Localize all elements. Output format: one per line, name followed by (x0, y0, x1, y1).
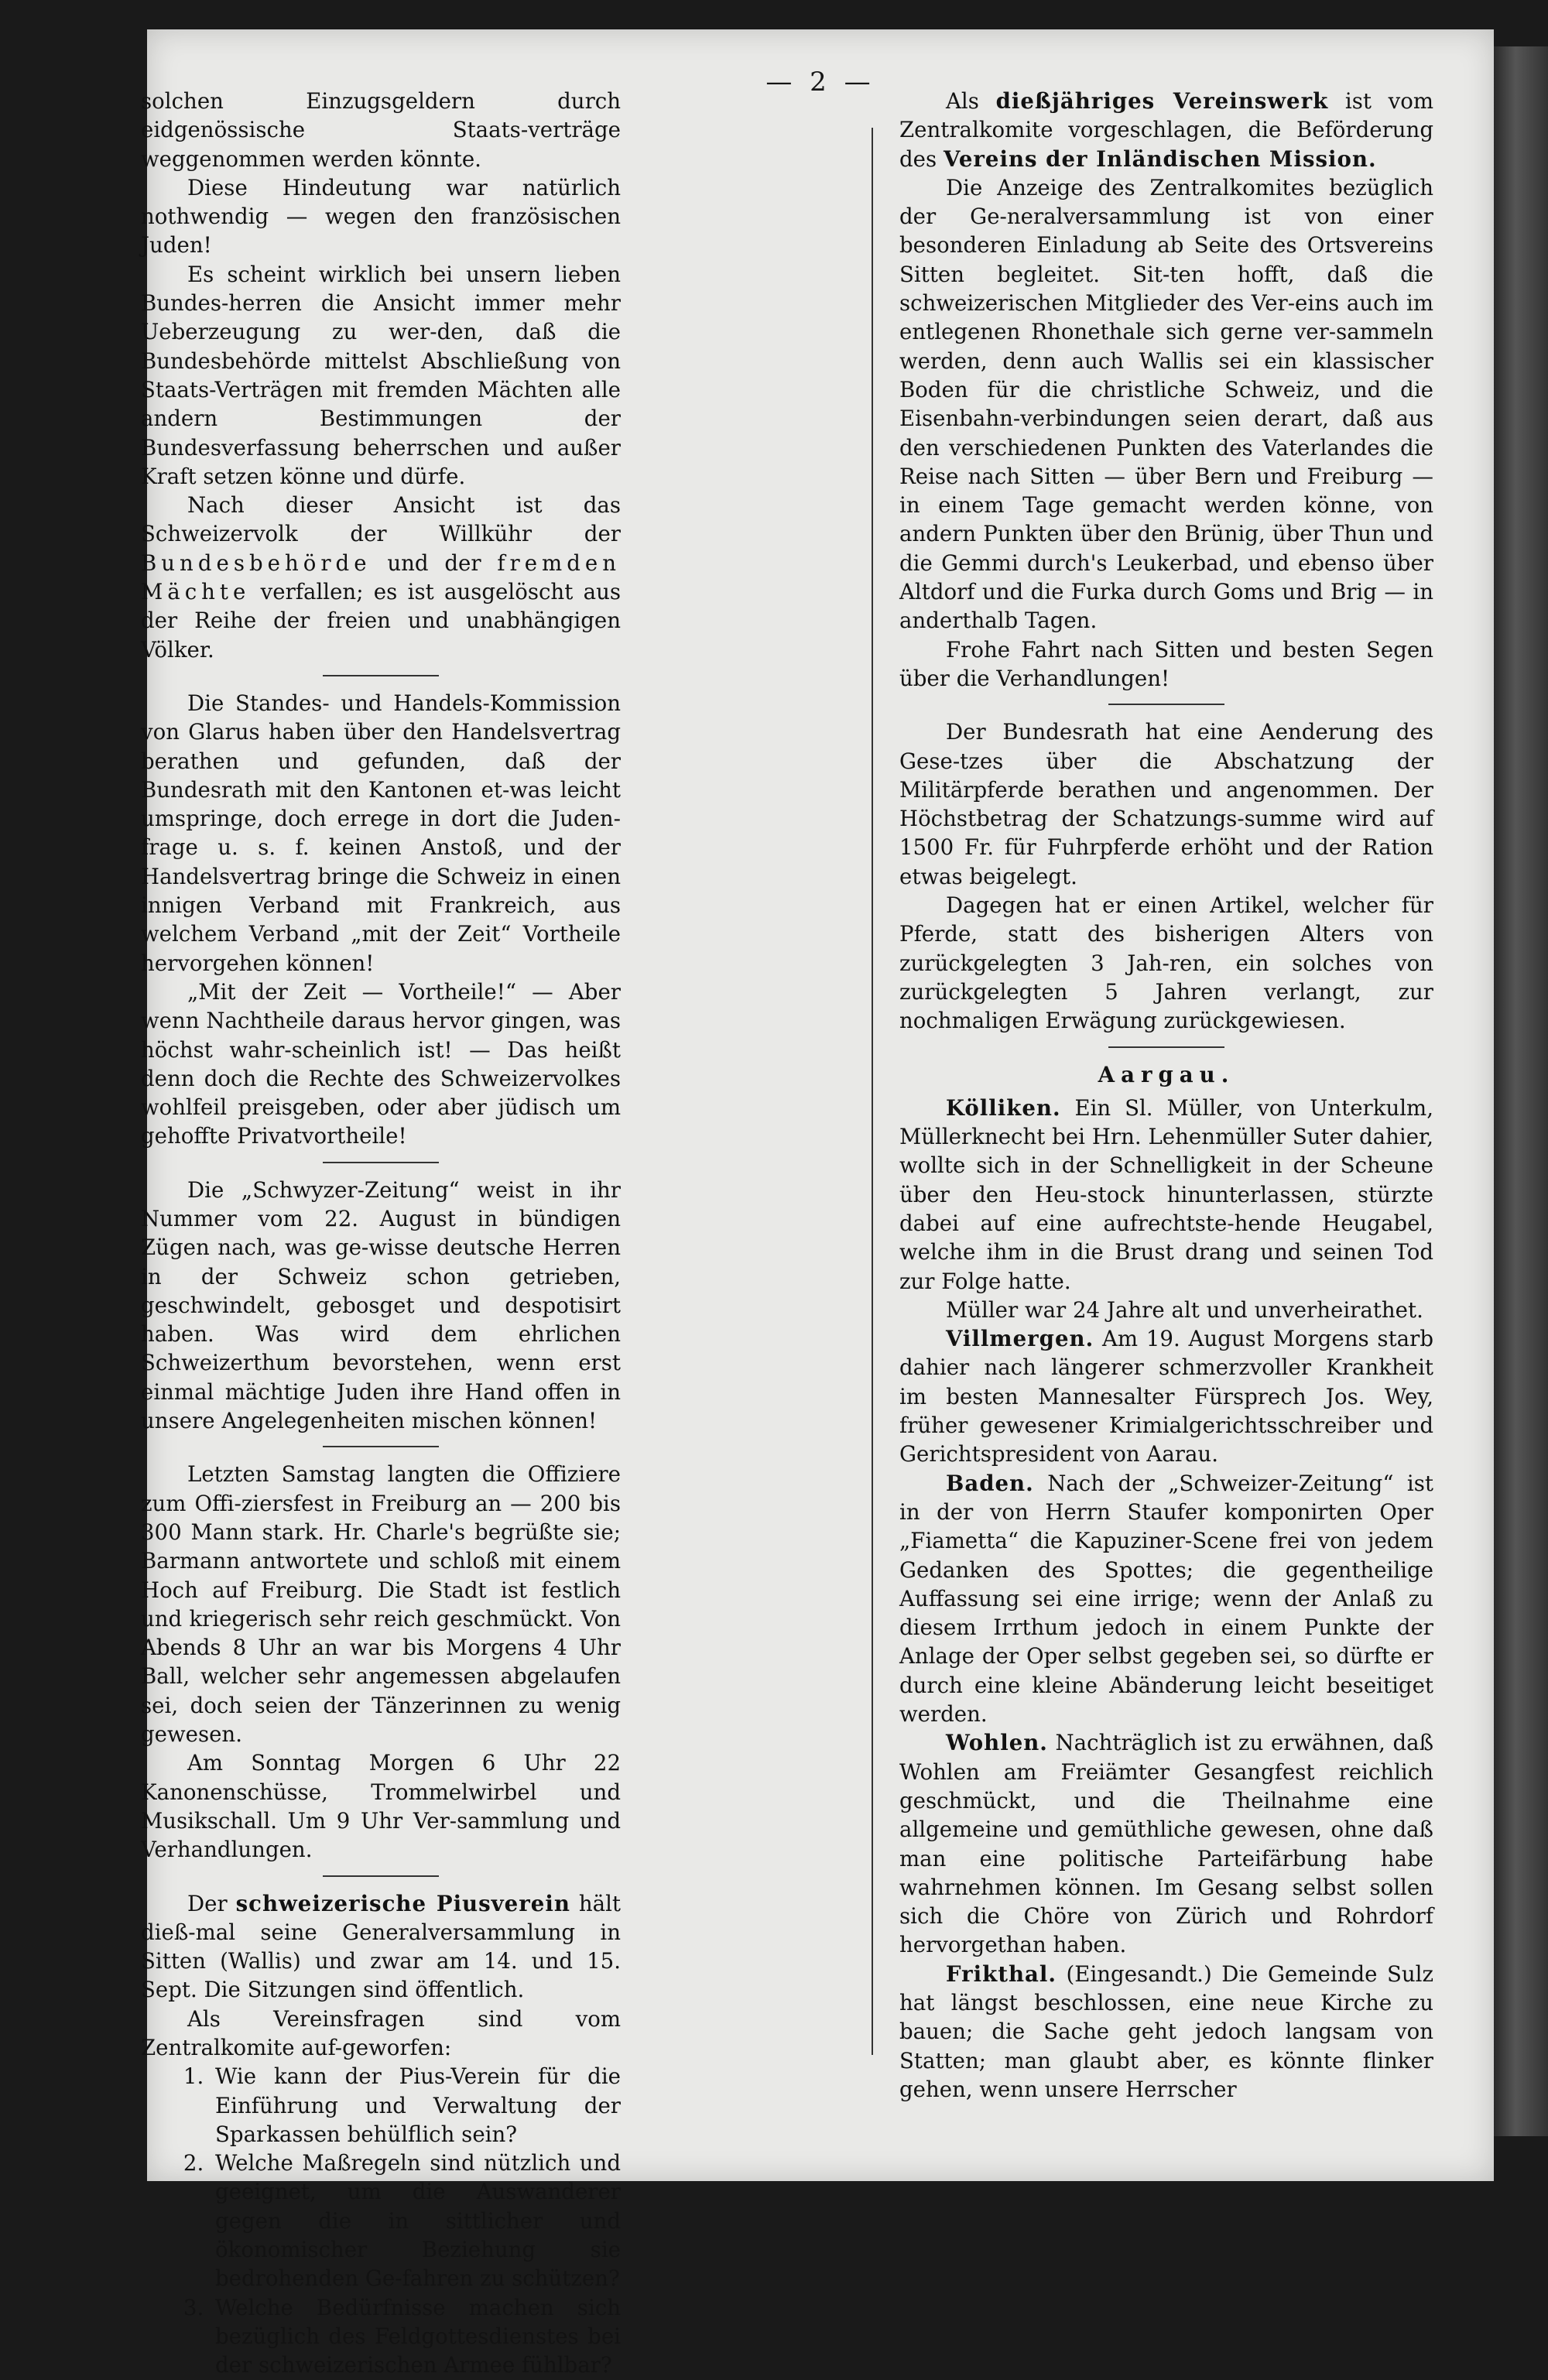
article-text: Dagegen hat er einen Artikel, welcher für Pferde, statt des bisherigen Alters von zurückgelegten 3 Jah-ren, ein solches von zurückgelegten 5 Jahren verlangt, zur nochmaligen Erwägung zurückgewiesen. (899, 892, 1433, 1034)
article-text (141, 1889, 621, 2005)
question-list (141, 2062, 621, 2379)
article-text (899, 1469, 1433, 1729)
text-run-spaced: fremden Mächte (141, 550, 621, 605)
text-run: hält dieß-mal seine Generalversammlung in Sitten (Wallis) und zwar am 14. und 15. Sept. Die Sitzungen sind öffentlich. (141, 1890, 621, 2003)
separator-rule (323, 1446, 439, 1447)
text-run-spaced: Bundesbehörde (141, 550, 372, 576)
separator-rule (1108, 704, 1224, 705)
binding-edge (1494, 46, 1548, 2136)
separator-rule (323, 1162, 439, 1163)
text-run: Am 19. August Morgens starb dahier nach längerer schmerzvoller Krankheit im besten Mannesalter Fürsprech Jos. Wey, früher gewesener Krimialgerichtsschreiber und Gerichtspresident von Aarau. (899, 1326, 1433, 1467)
article-text (141, 491, 621, 664)
text-run-bold: schweizerische Piusverein (235, 1890, 570, 1916)
article-text: „Mit der Zeit — Vortheile!“ — Aber wenn Nachtheile daraus hervor gingen, was höchst wahr-scheinlich ist! — Das heißt denn doch die Rechte des Schweizervolkes wohlfeil preisgeben, oder aber jüdisch um gehoffte Privatvortheile! (141, 978, 621, 1149)
article-text (899, 1094, 1433, 1296)
article-text (899, 1960, 1433, 2104)
article-text: Der Bundesrath hat eine Aenderung des Gese-tzes über die Abschatzung der Militärpferde berathen und angenommen. Der Höchstbetrag der Schatzungs-summe wird auf 1500 Fr. für Fuhrpferde erhöht und der Ration etwas beigelegt. (899, 719, 1433, 889)
article-text: Frohe Fahrt nach Sitten und besten Segen über die Verhandlungen! (899, 636, 1433, 691)
dateline: Villmergen. (946, 1326, 1094, 1352)
article-text: Am Sonntag Morgen 6 Uhr 22 Kanonenschüsse, Trommelwirbel und Musikschall. Um 9 Uhr Ver-sammlung und Verhandlungen. (141, 1750, 621, 1863)
article-text: solchen Einzugsgeldern durch eidgenössische Staats-verträge weggenommen werden könnte. (141, 88, 621, 172)
text-run: Der (187, 1890, 236, 1916)
dateline: Frikthal. (946, 1961, 1057, 1987)
list-item: 3. Welche Bedürfnisse machen sich bezüglich des Feldgottesdienstes bei der schweizerischen Armee fühlbar? (211, 2293, 621, 2380)
text-run-bold: dießjähriges Vereinswerk (995, 88, 1329, 114)
left-column (141, 87, 621, 2380)
separator-rule (1108, 1046, 1224, 1048)
text-run: und der (371, 550, 498, 576)
dateline: Baden. (946, 1470, 1034, 1496)
article-text: Diese Hindeutung war natürlich nothwendig — wegen den französischen Juden! (141, 174, 621, 259)
article-text: Die Standes- und Handels-Kommission von Glarus haben über den Handelsvertrag berathen und gefunden, daß der Bundesrath mit den Kantonen et-was leicht umspringe, doch errege in dort die Juden-frage u. s. f. keinen Anstoß, und der Handelsvertrag bringe die Schweiz in einen innigen Verband mit Frankreich, aus welchem Verband „mit der Zeit“ Vortheile hervorgehen können! (141, 690, 621, 976)
article-text (899, 1728, 1433, 1959)
text-run: verfallen; es ist ausgelöscht aus der Reihe der freien und unabhängigen Völker. (141, 579, 621, 663)
article-text: Die „Schwyzer-Zeitung“ weist in ihr Nummer vom 22. August in bündigen Zügen nach, was ge-wisse deutsche Herren in der Schweiz schon getrieben, geschwindelt, gebosget und despotisirt haben. Was wird dem ehrlichen Schweizerthum bevorstehen, wenn erst einmal mächtige Juden ihre Hand offen in unsere Angelegenheiten mischen können! (141, 1176, 621, 1434)
article-text: Müller war 24 Jahre alt und unverheirathet. (946, 1296, 1423, 1323)
article-text: Letzten Samstag langten die Offiziere zum Offi-ziersfest in Freiburg an — 200 bis 300 Mann stark. Hr. Charle's begrüßte sie; Barmann antwortete und schloß mit einem Hoch auf Freiburg. Die Stadt ist festlich und kriegerisch sehr reich geschmückt. Von Abends 8 Uhr an war bis Morgens 4 Uhr Ball, welcher sehr angemessen abgelaufen sei, doch seien der Tänzerinnen zu wenig gewesen. (141, 1461, 621, 1748)
article-text: Es scheint wirklich bei unsern lieben Bundes-herren die Ansicht immer mehr Ueberzeugung zu wer-den, daß die Bundesbehörde mittelst Abschließung von Staats-Verträgen mit fremden Mächten alle andern Bestimmungen der Bundesverfassung beherrschen und außer Kraft setzen könne und dürfe. (141, 261, 621, 489)
column-divider (872, 128, 873, 2055)
text-run: Nach dieser Ansicht ist das Schweizervolk der Willkühr der (141, 492, 621, 547)
separator-rule (323, 675, 439, 676)
article-text (899, 87, 1433, 173)
article-text (899, 1324, 1433, 1468)
text-run: (Eingesandt.) Die Gemeinde Sulz hat längst beschlossen, eine neue Kirche zu bauen; die Sache geht jedoch langsam von Statten; man glaubt aber, es könnte flinker gehen, wenn unsere Herrscher (899, 1961, 1433, 2102)
text-run: Nachträglich ist zu erwähnen, daß Wohlen am Freiämter Gesangfest reichlich geschmückt, und die Theilnahme eine allgemeine und gemüthliche gewesen, ohne daß man eine politische Parteifärbung habe wahrnehmen können. Im Gesang selbst sollen sich die Chöre von Zürich und Rohrdorf hervorgethan haben. (899, 1730, 1433, 1958)
article-text: Als Vereinsfragen sind vom Zentralkomite auf-geworfen: (141, 2005, 621, 2060)
text-run: Ein Sl. Müller, von Unterkulm, Müllerknecht bei Hrn. Lehenmüller Suter dahier, wollte sich in der Schnelligkeit in der Scheune über den Heu-stock hinunterlassen, stürzte dabei auf eine aufrechtste-hende Heugabel, welche ihm in die Brust drang und seinen Tod zur Folge hatte. (899, 1094, 1433, 1294)
article-text: Die Anzeige des Zentralkomites bezüglich der Ge-neralversammlung ist von einer besonderen Einladung ab Seite des Ortsvereins Sitten begleitet. Sit-ten hofft, daß die schweizerischen Mitglieder des Ver-eins auch im entlegenen Rhonethale sich gerne ver-sammeln werden, denn auch Wallis sei ein klassischer Boden für die christliche Schweiz, und die Eisenbahn-verbindungen seien derart, daß aus den verschiedenen Punkten des Vaterlandes die Reise nach Sitten — über Bern und Freiburg — in einem Tage gemacht werden könne, von andern Punkten über den Brünig, über Thun und die Gemmi durch's Leukerbad, und ebenso über Altdorf und die Furka durch Goms und Brig — in anderthalb Tagen. (899, 174, 1433, 634)
section-heading: Aargau. (1098, 1061, 1235, 1087)
dateline: Wohlen. (946, 1730, 1048, 1756)
dateline: Kölliken. (946, 1094, 1061, 1121)
text-run-bold: Vereins der Inländischen Mission. (943, 146, 1377, 172)
list-item: 2. Welche Maßregeln sind nützlich und geeignet, um die Auswanderer gegen die in sittlicher und ökonomischer Beziehung sie bedrohenden Ge-fahren zu schützen? (211, 2149, 621, 2293)
text-run: ist vom Zentralkomite vorgeschlagen, die Beförderung des (899, 88, 1434, 172)
list-item: 1. Wie kann der Pius-Verein für die Einführung und Verwaltung der Sparkassen behülflich sein? (211, 2062, 621, 2149)
text-run: Als (946, 88, 996, 114)
right-column (899, 87, 1433, 2104)
page-number: — 2 — (765, 67, 875, 98)
separator-rule (323, 1875, 439, 1877)
text-run: Nach der „Schweizer-Zeitung“ ist in der von Herrn Staufer komponirten Oper „Fiametta“ die Kapuziner-Scene frei von jedem Gedanken des Spottes; die gegentheilige Auffassung sei eine irrige; wenn der Anlaß zu diesem Irrthum jedoch in einem Punkte der Anlage der Oper selbst gegeben sei, so dürfte er durch eine kleine Abänderung leicht beseitiget werden. (899, 1470, 1433, 1728)
